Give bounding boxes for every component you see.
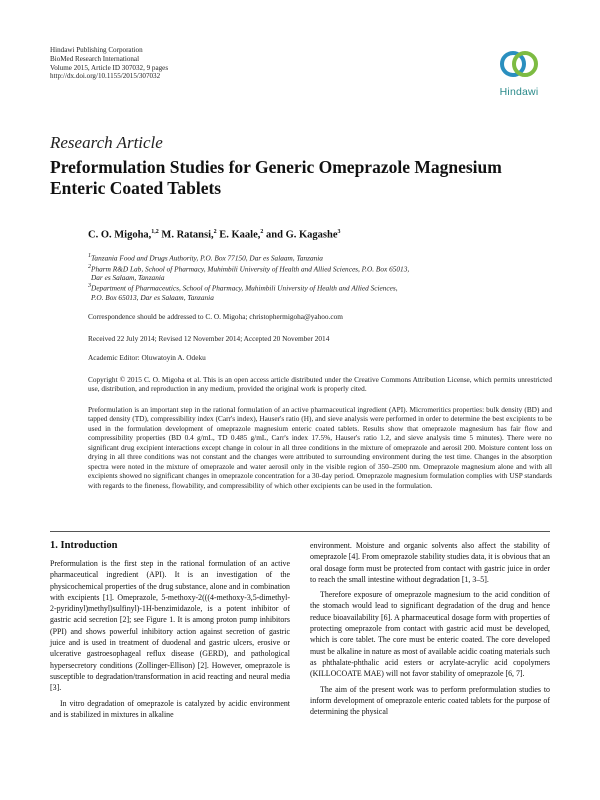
author-list	[88, 229, 341, 241]
affiliation-line	[88, 252, 558, 263]
copyright-notice: Copyright © 2015 C. O. Migoha et al. This is an open access article distributed under the Creative Commons Attribution License, which permits unrestricted use, distribution, and reproduction in any medium, provided the original work is properly cited.	[88, 375, 552, 394]
section-heading: 1. Introduction	[50, 540, 118, 551]
doi-link[interactable]: http://dx.doi.org/10.1155/2015/307032	[50, 72, 161, 81]
author-affiliation-sup: 3	[337, 229, 341, 235]
correspondence-line: Correspondence should be addressed to C. O. Migoha; christophermigoha@yahoo.com	[88, 312, 343, 321]
title-line-2: Enteric Coated Tablets	[50, 178, 222, 198]
affiliation-line	[88, 282, 558, 293]
affiliations	[88, 252, 558, 302]
body-paragraph: In vitro degradation of omeprazole is catalyzed by acidic environment and is stabilized in mixtures in alkaline	[50, 698, 290, 719]
affiliation-number: 3	[88, 283, 92, 290]
publisher-line: Hindawi Publishing Corporation	[50, 46, 143, 54]
affiliation-text: Department of Pharmaceutics, School of Pharmacy, Muhimbili University of Health and Allied Sciences,	[91, 283, 398, 293]
author-affiliation-sup: 2	[213, 229, 217, 235]
body-paragraph: Preformulation is the first step in the rational formulation of an active pharmaceutical ingredient (API). It is an investigation of the physicochemical properties of the drug substance, alone and in combination with excipients [1]. Omeprazole, 5-methoxy-2(((4-methoxy-3,5-dimethyl-2-pyridinyl)methyl)sulfinyl)-1H-benzimidazole, is a potent inhibitor of gastric acid secretion [2]; see Figure 1. It is among proton pump inhibitors (PPI) and shows powerful inhibitory action against secretion of gastric juice and is used in treatment of duodenal and gastric ulcers, erosive or ulcerative gastroesophageal reflux disease (GERD), and pathological hypersecretory conditions (Zollinger-Ellison) [2]. However, omeprazole is susceptible to degradation/transformation in acid reacting and neural media [3].	[50, 559, 290, 693]
body-paragraph: The aim of the present work was to perform preformulation studies to inform development of omeprazole enteric coated tablets for the purpose of determining the physical	[310, 684, 550, 717]
author-name: M. Ratansi,	[158, 229, 214, 241]
academic-editor-line: Academic Editor: Oluwatoyin A. Odeku	[88, 353, 206, 362]
volume-line: Volume 2015, Article ID 307032, 9 pages	[50, 63, 169, 72]
author-affiliation-sup: 2	[260, 229, 264, 235]
affiliation-text: Dar es Salaam, Tanzania	[91, 273, 165, 283]
author-name: C. O. Migoha,	[88, 229, 152, 241]
hindawi-logo-text: Hindawi	[499, 86, 539, 98]
body-column-right	[310, 540, 550, 717]
section-divider	[50, 531, 550, 532]
affiliation-text: P.O. Box 65013, Dar es Salaam, Tanzania	[91, 293, 214, 303]
journal-name: BioMed Research International	[50, 54, 140, 63]
affiliation-line	[88, 263, 558, 274]
affiliation-number: 1	[88, 253, 92, 259]
affiliation-line	[88, 273, 558, 282]
author-name: and G. Kagashe	[263, 229, 338, 241]
paper-title	[50, 157, 550, 199]
article-type: Research Article	[50, 133, 163, 152]
hindawi-logo-icon	[498, 46, 540, 82]
hindawi-logo	[491, 46, 547, 102]
affiliation-line	[88, 293, 558, 302]
author-name: E. Kaale,	[216, 229, 261, 241]
dates-line: Received 22 July 2014; Revised 12 November 2014; Accepted 20 November 2014	[88, 334, 330, 343]
affiliation-text: Tanzania Food and Drugs Authority, P.O. Box 77150, Dar es Salaam, Tanzania	[91, 253, 323, 263]
title-line-1: Preformulation Studies for Generic Omeprazole Magnesium	[50, 157, 502, 177]
body-column-left	[50, 540, 290, 720]
abstract: Preformulation is an important step in the rational formulation of an active pharmaceutical ingredient (API). Micromeritics properties: bulk density (BD) and tapped density (TD), compressibility index (Carr's index), Hauser's ratio (H), and sieve analysis were performed in order to determine the best excipients to be used in the formulation development of omeprazole magnesium enteric coated tablets. Results show that omeprazole magnesium has fair flow and compressibility properties (BD 0.4 g/mL, TD 0.485 g/mL, Carr's index 17.5%, Hauser's ratio 1.2, and sieve analysis time 5 minutes). There were no significant drug excipient interactions except change in colour in all three conditions in the mixture of omeprazole and aerosil 200. Moisture content loss on drying in all three conditions was not constant and the changes were attributed to surrounding environment during the test time. Changes in the absorption spectra were noted in the mixture of omeprazole and water aerosil only in the visible region of 350–2500 nm. Omeprazole magnesium alone and with all excipients showed no significant changes in omeprazole concentration for a 30-day period. Omeprazole magnesium formulation complies with USP standards with regards to the fineness, flowability, and compressibility of which other excipients can be used in the formulation.	[88, 405, 552, 490]
body-paragraph: environment. Moisture and organic solvents also affect the stability of omeprazole [4]. From omeprazole stability studies data, it is obvious that an oral dosage form must be protected from contact with gastric juice in order to reach the small intestine without degradation [1, 3–5].	[310, 541, 550, 584]
author-affiliation-sup: 1,2	[151, 229, 159, 235]
body-paragraph: Therefore exposure of omeprazole magnesium to the acid condition of the stomach would lead to significant degradation of the drug and hence reduce bioavailability [6]. A pharmaceutical dosage form with properties of protecting omeprazole from contact with gastric acid must be developed, which is core tablet. The core must be enteric coated. The core developed must be alkaline in nature as most of available acidic coating materials such as phthalate-phthalic acid esters or acrylate-acrylic acid copolymers (KILLOCOATE MAE) will not favor stability of omeprazole [6, 7].	[310, 590, 550, 679]
journal-header	[50, 46, 168, 81]
affiliation-text: Pharm R&D Lab, School of Pharmacy, Muhimbili University of Health and Allied Sciences, P.O. Box 65013,	[91, 264, 410, 274]
affiliation-number: 2	[88, 263, 92, 270]
